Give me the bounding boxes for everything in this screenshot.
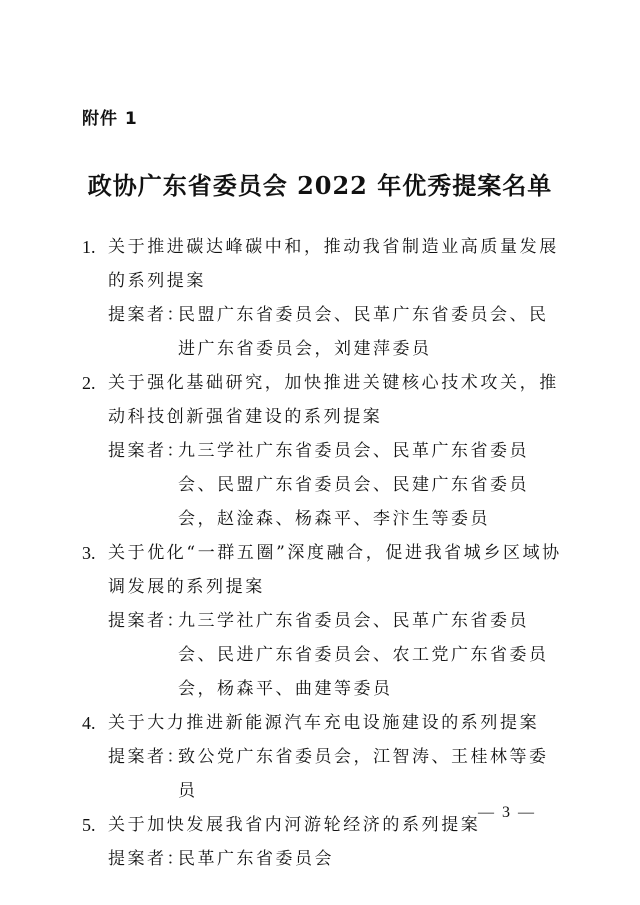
proposer-value: 九三学社广东省委员会、民革广东省委员会、民进广东省委员会、农工党广东省委员会，杨森平、曲建等委员 [178,611,549,699]
item-title: 关于优化“一群五圈”深度融合，促进我省城乡区域协调发展的系列提案 [108,543,562,597]
item-number: 5. [82,815,96,835]
proposer-value: 九三学社广东省委员会、民革广东省委员会、民盟广东省委员会、民建广东省委员会，赵淦森、杨森平、李汴生等委员 [178,441,529,529]
list-item [82,536,562,706]
page-number: — 3 — [478,804,536,821]
list-item [82,706,562,808]
proposer-label: 提案者： [108,849,186,869]
attachment-label: 附件 1 [82,109,138,129]
item-title: 关于推进碳达峰碳中和，推动我省制造业高质量发展的系列提案 [108,237,559,291]
proposer-label: 提案者： [108,747,186,767]
proposal-list [82,230,562,876]
document-title: 政协广东省委员会 2022 年优秀提案名单 [87,171,553,200]
list-item [82,366,562,536]
proposer-value: 致公党广东省委员会，江智涛、王桂林等委员 [178,747,549,801]
item-number: 1. [82,237,96,257]
item-number: 2. [82,373,96,393]
proposer-value: 民革广东省委员会 [178,849,334,869]
item-title: 关于大力推进新能源汽车充电设施建设的系列提案 [108,713,540,733]
proposer-value: 民盟广东省委员会、民革广东省委员会、民进广东省委员会，刘建萍委员 [178,305,549,359]
list-item [82,230,562,366]
item-number: 3. [82,543,96,563]
item-title: 关于强化基础研究，加快推进关键核心技术攻关，推动科技创新强省建设的系列提案 [108,373,559,427]
proposer-label: 提案者： [108,441,186,461]
item-title: 关于加快发展我省内河游轮经济的系列提案 [108,815,481,835]
proposer-label: 提案者： [108,305,186,325]
item-number: 4. [82,713,96,733]
proposer-label: 提案者： [108,611,186,631]
